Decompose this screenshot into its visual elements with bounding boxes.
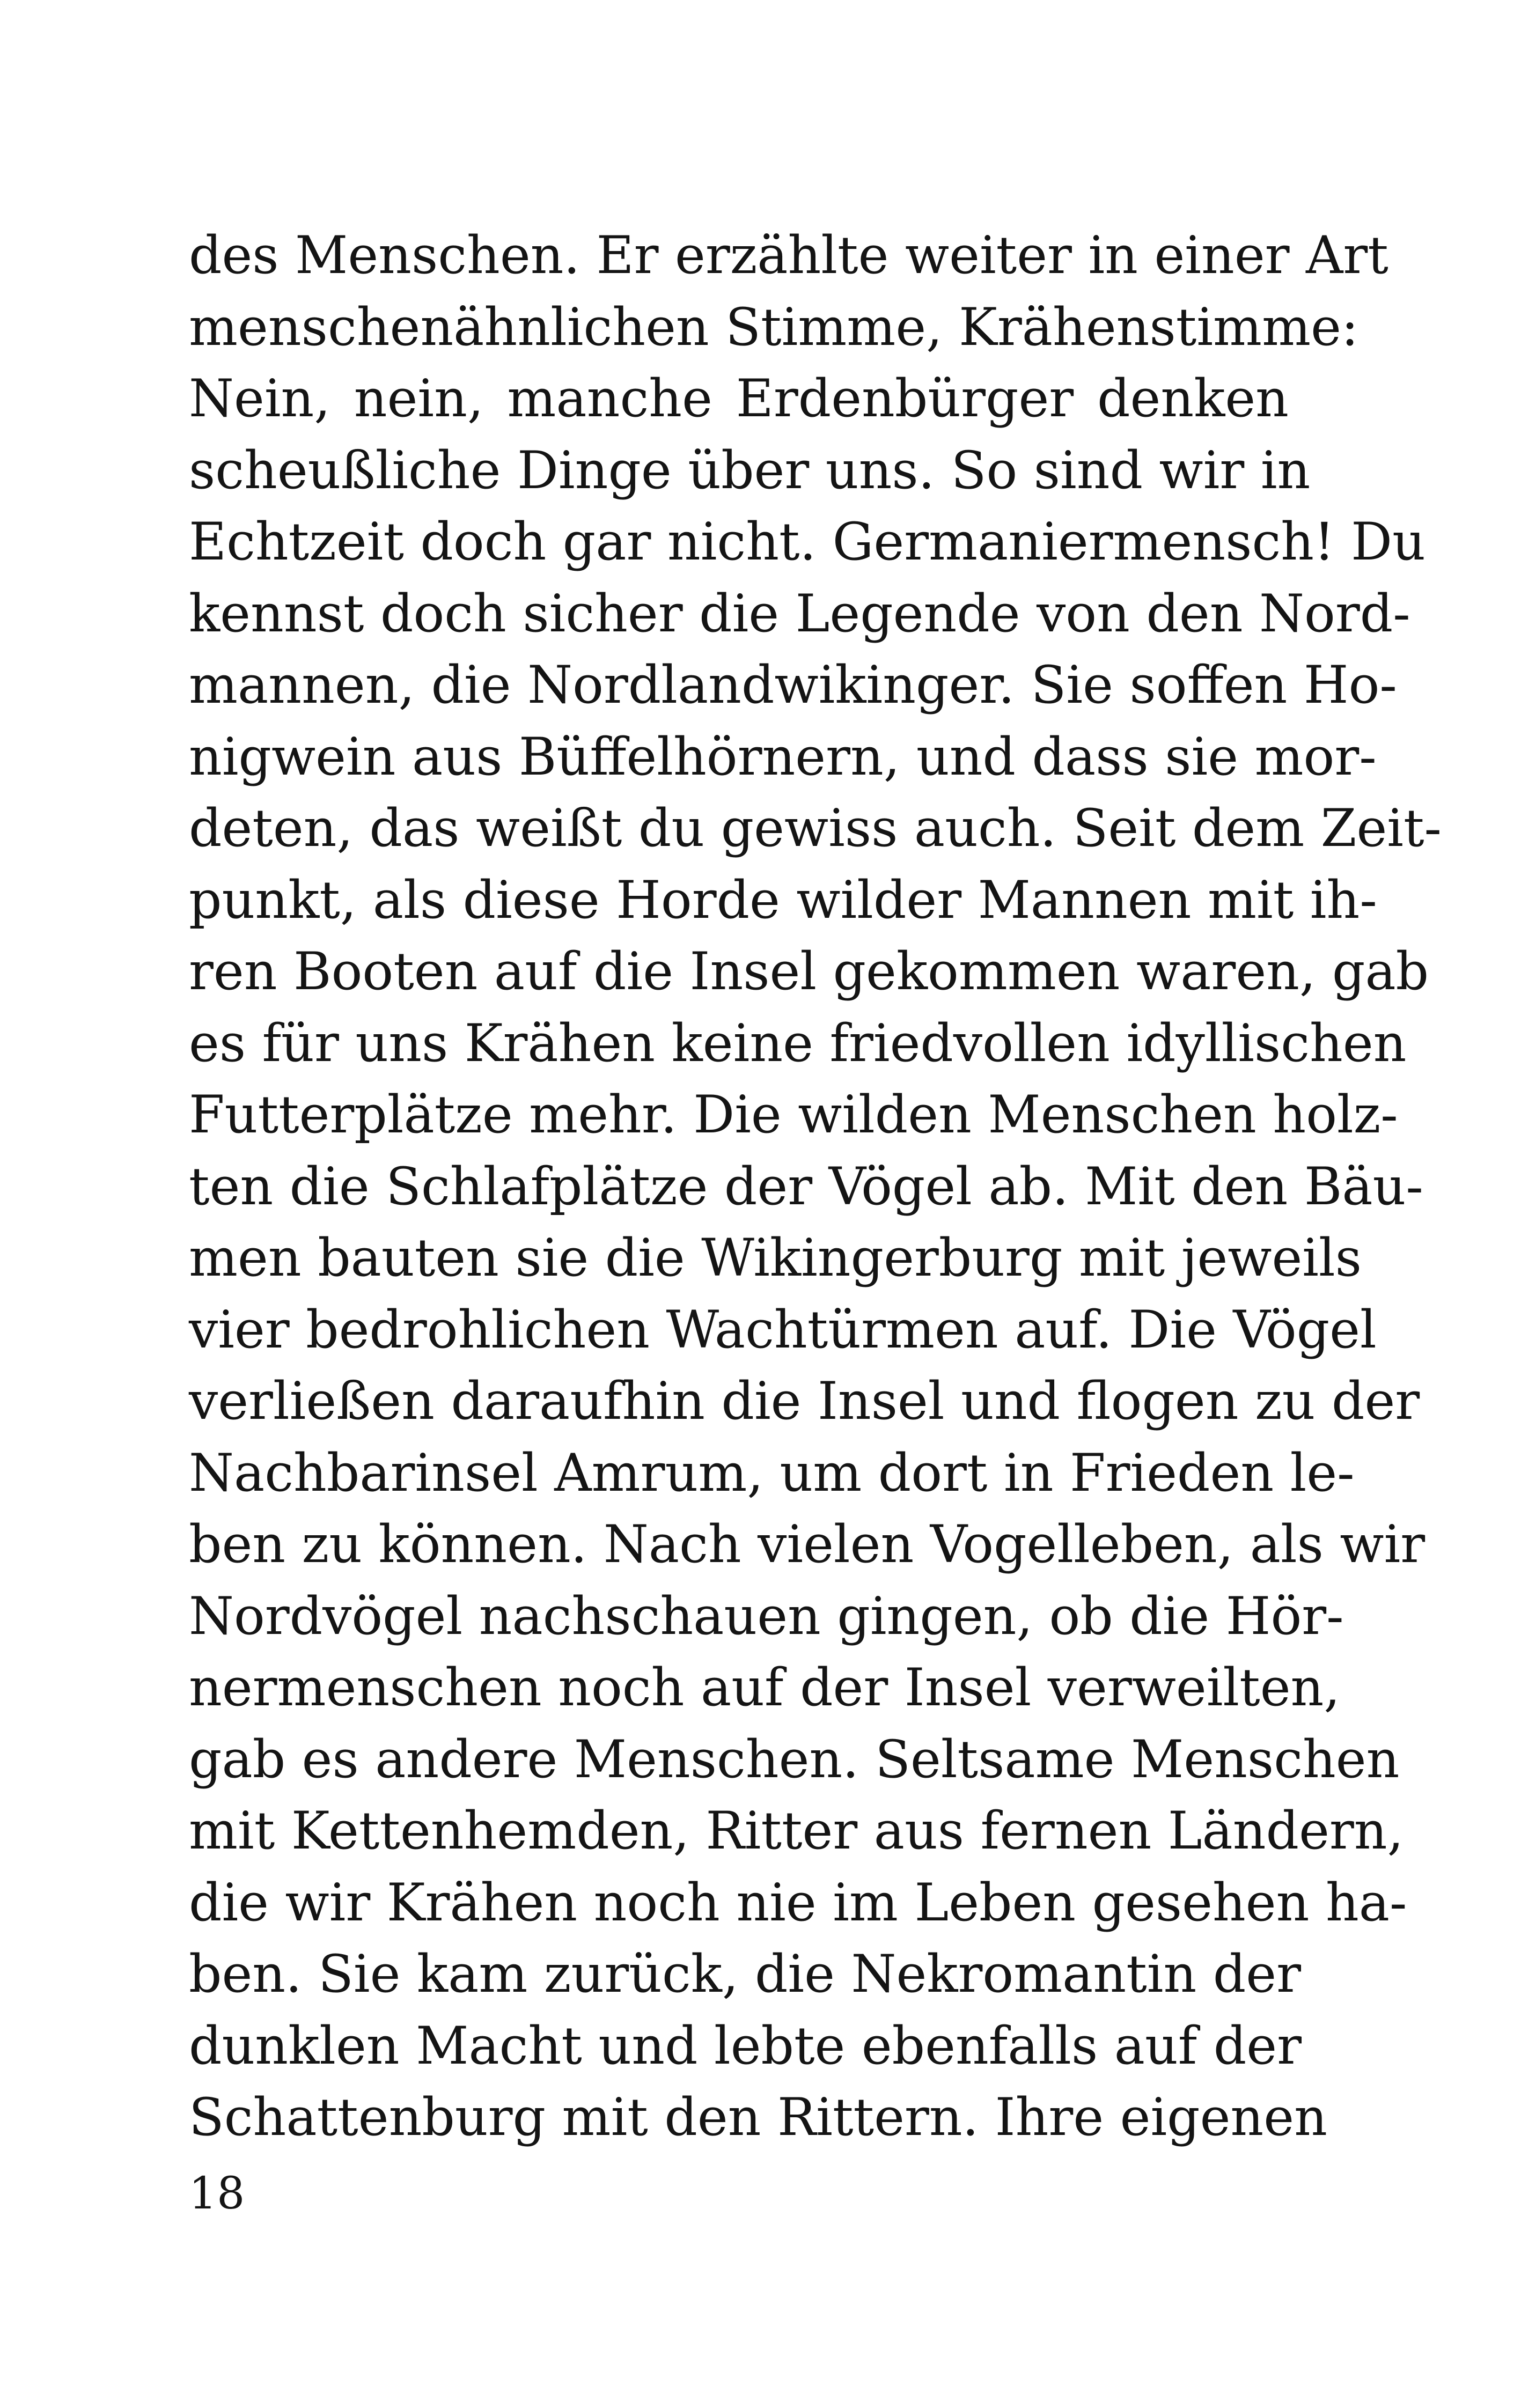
text-line: Nordvögel nachschauen gingen, ob die Hör- [189,1586,1344,1646]
text-line: men bauten sie die Wikingerburg mit jeweils [189,1228,1362,1288]
text-line: nigwein aus Büffelhörnern, und dass sie mor- [189,726,1377,787]
text-line: deten, das weißt du gewiss auch. Seit dem Zeit- [189,798,1442,858]
text-line: es für uns Krähen keine friedvollen idyllischen [189,1013,1407,1073]
body-text [189,220,1442,2154]
text-line: punkt, als diese Horde wilder Mannen mit ih- [189,870,1377,930]
text-line: Futterplätze mehr. Die wilden Menschen holz- [189,1085,1398,1145]
text-line: ben. Sie kam zurück, die Nekromantin der [189,1944,1301,2004]
text-line: Nachbarinsel Amrum, um dort in Frieden le- [189,1442,1355,1503]
text-line: kennst doch sicher die Legende von den Nord- [189,583,1410,644]
text-line: nermenschen noch auf der Insel verweilten, [189,1658,1340,1718]
text-line: gab es andere Menschen. Seltsame Menschen [189,1729,1400,1790]
text-line: die wir Krähen noch nie im Leben gesehen ha- [189,1872,1407,1933]
text-line: ren Booten auf die Insel gekommen waren, gab [189,941,1429,1002]
text-line: Schattenburg mit den Rittern. Ihre eigenen [189,2087,1327,2147]
text-line: ten die Schlafplätze der Vögel ab. Mit den Bäu- [189,1156,1423,1217]
text-line: scheußliche Dinge über uns. So sind wir in [189,440,1311,500]
text-line: verließen daraufhin die Insel und flogen zu der [189,1371,1420,1431]
text-line: ben zu können. Nach vielen Vogelleben, als wir [189,1514,1426,1574]
text-line: Nein, nein, manche Erdenbürger denken [189,369,1289,429]
text-line: vier bedrohlichen Wachtürmen auf. Die Vögel [189,1299,1377,1360]
text-line: Echtzeit doch gar nicht. Germaniermensch! Du [189,512,1426,572]
text-line: mannen, die Nordlandwikinger. Sie soffen Ho- [189,655,1397,715]
text-line: dunklen Macht und lebte ebenfalls auf der [189,2015,1302,2076]
text-line: menschenähnlichen Stimme, Krähenstimme: [189,297,1359,357]
text-line: mit Kettenhemden, Ritter aus fernen Ländern, [189,1801,1404,1861]
page-number: 18 [189,2168,245,2219]
text-line: des Menschen. Er erzählte weiter in einer Art [189,225,1388,285]
